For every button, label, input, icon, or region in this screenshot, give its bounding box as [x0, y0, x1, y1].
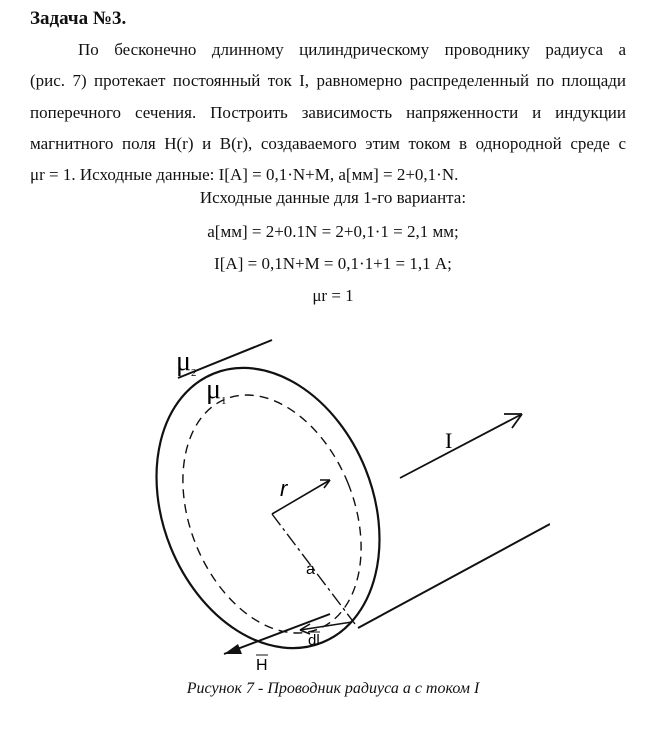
paragraph-line-4: магнитного поля H(r) и B(r), создаваемого этим током в однородной среде с — [30, 133, 626, 153]
a-label: a — [306, 561, 315, 578]
formula-radius: a[мм] = 2+0.1N = 2+0,1·1 = 2,1 мм; — [207, 222, 459, 241]
current-arrow-line — [400, 414, 522, 478]
figure-caption: Рисунок 7 - Проводник радиуса а с током I — [186, 680, 480, 697]
r-label: r — [280, 476, 288, 501]
cylinder-bottom-edge — [358, 524, 550, 628]
paragraph-line-3: поперечного сечения. Построить зависимость напряженности и индукции — [30, 102, 626, 122]
conductor-figure — [150, 318, 550, 678]
task-title: Задача №3. — [30, 8, 127, 29]
paragraph-line-1: По бесконечно длинному цилиндрическому проводнику радиуса a — [78, 40, 626, 59]
mu2-label: $\mu_2$ — [176, 346, 197, 379]
h-label: H — [256, 657, 268, 674]
dl-label: dl — [308, 632, 320, 649]
variant-header: Исходные данные для 1-го варианта: — [199, 188, 467, 207]
paragraph-line-5: μr = 1. Исходные данные: I[А] = 0,1·N+M, a[мм] = 2+0,1·N. — [30, 165, 459, 185]
current-label: I — [445, 428, 453, 453]
h-vector-head — [224, 644, 242, 654]
formula-permeability: μr = 1 — [312, 286, 354, 305]
formula-current: I[А] = 0,1N+M = 0,1·1+1 = 1,1 А; — [214, 254, 452, 273]
task-paragraph — [30, 34, 626, 190]
paragraph-line-2: (рис. 7) протекает постоянный ток I, равномерно распределенный по площади — [30, 71, 626, 91]
mu1-label: $\mu_1$ — [206, 374, 227, 407]
